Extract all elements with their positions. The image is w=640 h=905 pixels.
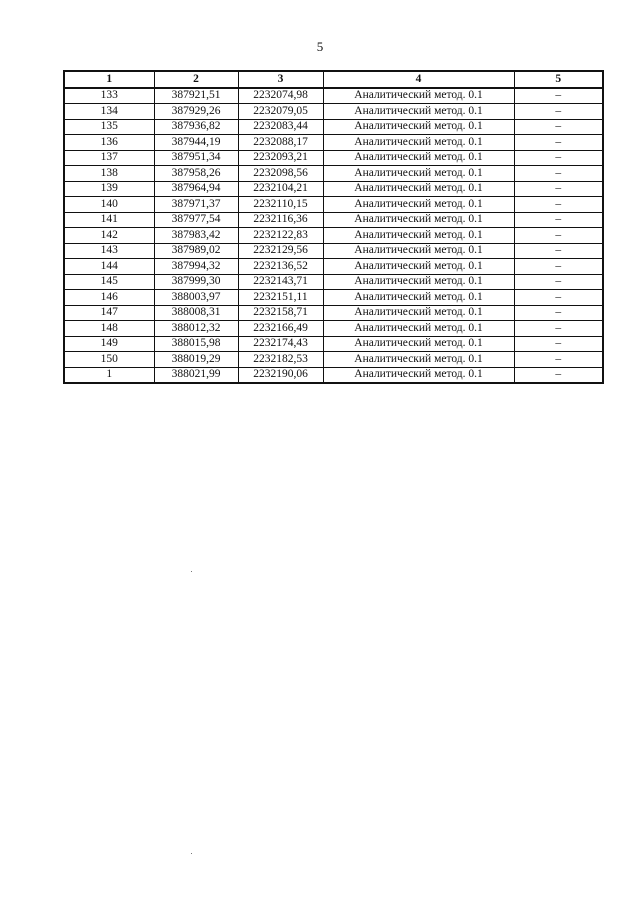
table-row [64, 305, 603, 321]
cell-point-number: 140 [64, 197, 154, 213]
cell-x-coordinate: 388012,32 [154, 321, 238, 337]
cell-notes: – [514, 166, 603, 182]
cell-x-coordinate: 387994,32 [154, 259, 238, 275]
cell-y-coordinate: 2232166,49 [238, 321, 323, 337]
cell-notes: – [514, 197, 603, 213]
cell-x-coordinate: 387951,34 [154, 150, 238, 166]
cell-y-coordinate: 2232190,06 [238, 367, 323, 383]
cell-point-number: 150 [64, 352, 154, 368]
cell-y-coordinate: 2232104,21 [238, 181, 323, 197]
cell-notes: – [514, 119, 603, 135]
cell-y-coordinate: 2232151,11 [238, 290, 323, 306]
table-row [64, 336, 603, 352]
table-row [64, 274, 603, 290]
table-row [64, 367, 603, 383]
cell-notes: – [514, 336, 603, 352]
cell-point-number: 139 [64, 181, 154, 197]
cell-x-coordinate: 387964,94 [154, 181, 238, 197]
cell-point-number: 147 [64, 305, 154, 321]
cell-method: Аналитический метод. 0.1 [323, 352, 514, 368]
cell-method: Аналитический метод. 0.1 [323, 150, 514, 166]
table-row [64, 197, 603, 213]
cell-x-coordinate: 388019,29 [154, 352, 238, 368]
cell-x-coordinate: 388003,97 [154, 290, 238, 306]
cell-method: Аналитический метод. 0.1 [323, 305, 514, 321]
cell-y-coordinate: 2232083,44 [238, 119, 323, 135]
cell-point-number: 146 [64, 290, 154, 306]
cell-point-number: 148 [64, 321, 154, 337]
table-row [64, 150, 603, 166]
cell-point-number: 141 [64, 212, 154, 228]
column-header-point-number: 1 [64, 71, 154, 88]
cell-notes: – [514, 88, 603, 104]
cell-method: Аналитический метод. 0.1 [323, 88, 514, 104]
cell-x-coordinate: 388021,99 [154, 367, 238, 383]
cell-notes: – [514, 150, 603, 166]
cell-method: Аналитический метод. 0.1 [323, 212, 514, 228]
table-row [64, 181, 603, 197]
cell-y-coordinate: 2232136,52 [238, 259, 323, 275]
cell-y-coordinate: 2232093,21 [238, 150, 323, 166]
column-header-x: 2 [154, 71, 238, 88]
cell-notes: – [514, 367, 603, 383]
cell-notes: – [514, 228, 603, 244]
cell-y-coordinate: 2232074,98 [238, 88, 323, 104]
cell-x-coordinate: 387921,51 [154, 88, 238, 104]
cell-notes: – [514, 259, 603, 275]
cell-point-number: 143 [64, 243, 154, 259]
coordinates-table [63, 70, 604, 384]
table-row [64, 321, 603, 337]
cell-point-number: 145 [64, 274, 154, 290]
scan-speck [191, 571, 192, 572]
cell-notes: – [514, 212, 603, 228]
cell-y-coordinate: 2232079,05 [238, 104, 323, 120]
cell-method: Аналитический метод. 0.1 [323, 243, 514, 259]
cell-x-coordinate: 387977,54 [154, 212, 238, 228]
cell-point-number: 149 [64, 336, 154, 352]
table-body [64, 88, 603, 384]
cell-x-coordinate: 387958,26 [154, 166, 238, 182]
cell-method: Аналитический метод. 0.1 [323, 135, 514, 151]
cell-y-coordinate: 2232182,53 [238, 352, 323, 368]
cell-method: Аналитический метод. 0.1 [323, 367, 514, 383]
column-header-method: 4 [323, 71, 514, 88]
cell-x-coordinate: 387929,26 [154, 104, 238, 120]
cell-y-coordinate: 2232174,43 [238, 336, 323, 352]
page-number: 5 [316, 39, 324, 54]
cell-x-coordinate: 387936,82 [154, 119, 238, 135]
cell-method: Аналитический метод. 0.1 [323, 166, 514, 182]
cell-notes: – [514, 305, 603, 321]
table-row [64, 104, 603, 120]
cell-x-coordinate: 387989,02 [154, 243, 238, 259]
cell-y-coordinate: 2232129,56 [238, 243, 323, 259]
cell-y-coordinate: 2232158,71 [238, 305, 323, 321]
cell-notes: – [514, 181, 603, 197]
cell-method: Аналитический метод. 0.1 [323, 104, 514, 120]
cell-method: Аналитический метод. 0.1 [323, 336, 514, 352]
table-row [64, 119, 603, 135]
table-header [64, 71, 603, 88]
cell-point-number: 135 [64, 119, 154, 135]
cell-notes: – [514, 290, 603, 306]
table-row [64, 290, 603, 306]
table-row [64, 352, 603, 368]
cell-point-number: 134 [64, 104, 154, 120]
cell-x-coordinate: 388008,31 [154, 305, 238, 321]
table-row [64, 212, 603, 228]
cell-method: Аналитический метод. 0.1 [323, 321, 514, 337]
column-header-notes: 5 [514, 71, 603, 88]
table-row [64, 259, 603, 275]
cell-method: Аналитический метод. 0.1 [323, 290, 514, 306]
cell-point-number: 138 [64, 166, 154, 182]
cell-y-coordinate: 2232088,17 [238, 135, 323, 151]
cell-method: Аналитический метод. 0.1 [323, 181, 514, 197]
cell-notes: – [514, 243, 603, 259]
cell-method: Аналитический метод. 0.1 [323, 259, 514, 275]
scan-speck [191, 853, 192, 854]
cell-method: Аналитический метод. 0.1 [323, 197, 514, 213]
cell-x-coordinate: 387999,30 [154, 274, 238, 290]
cell-y-coordinate: 2232098,56 [238, 166, 323, 182]
cell-point-number: 133 [64, 88, 154, 104]
table-row [64, 166, 603, 182]
header-row [64, 71, 603, 88]
cell-point-number: 142 [64, 228, 154, 244]
cell-y-coordinate: 2232143,71 [238, 274, 323, 290]
table-row [64, 88, 603, 104]
cell-notes: – [514, 352, 603, 368]
table-row [64, 228, 603, 244]
cell-y-coordinate: 2232116,36 [238, 212, 323, 228]
cell-method: Аналитический метод. 0.1 [323, 228, 514, 244]
cell-point-number: 1 [64, 367, 154, 383]
cell-x-coordinate: 388015,98 [154, 336, 238, 352]
cell-notes: – [514, 321, 603, 337]
cell-x-coordinate: 387983,42 [154, 228, 238, 244]
cell-point-number: 136 [64, 135, 154, 151]
cell-method: Аналитический метод. 0.1 [323, 274, 514, 290]
cell-method: Аналитический метод. 0.1 [323, 119, 514, 135]
column-header-y: 3 [238, 71, 323, 88]
cell-notes: – [514, 274, 603, 290]
cell-notes: – [514, 104, 603, 120]
cell-y-coordinate: 2232110,15 [238, 197, 323, 213]
cell-point-number: 137 [64, 150, 154, 166]
cell-y-coordinate: 2232122,83 [238, 228, 323, 244]
cell-notes: – [514, 135, 603, 151]
cell-x-coordinate: 387944,19 [154, 135, 238, 151]
table-row [64, 135, 603, 151]
table-row [64, 243, 603, 259]
cell-point-number: 144 [64, 259, 154, 275]
cell-x-coordinate: 387971,37 [154, 197, 238, 213]
